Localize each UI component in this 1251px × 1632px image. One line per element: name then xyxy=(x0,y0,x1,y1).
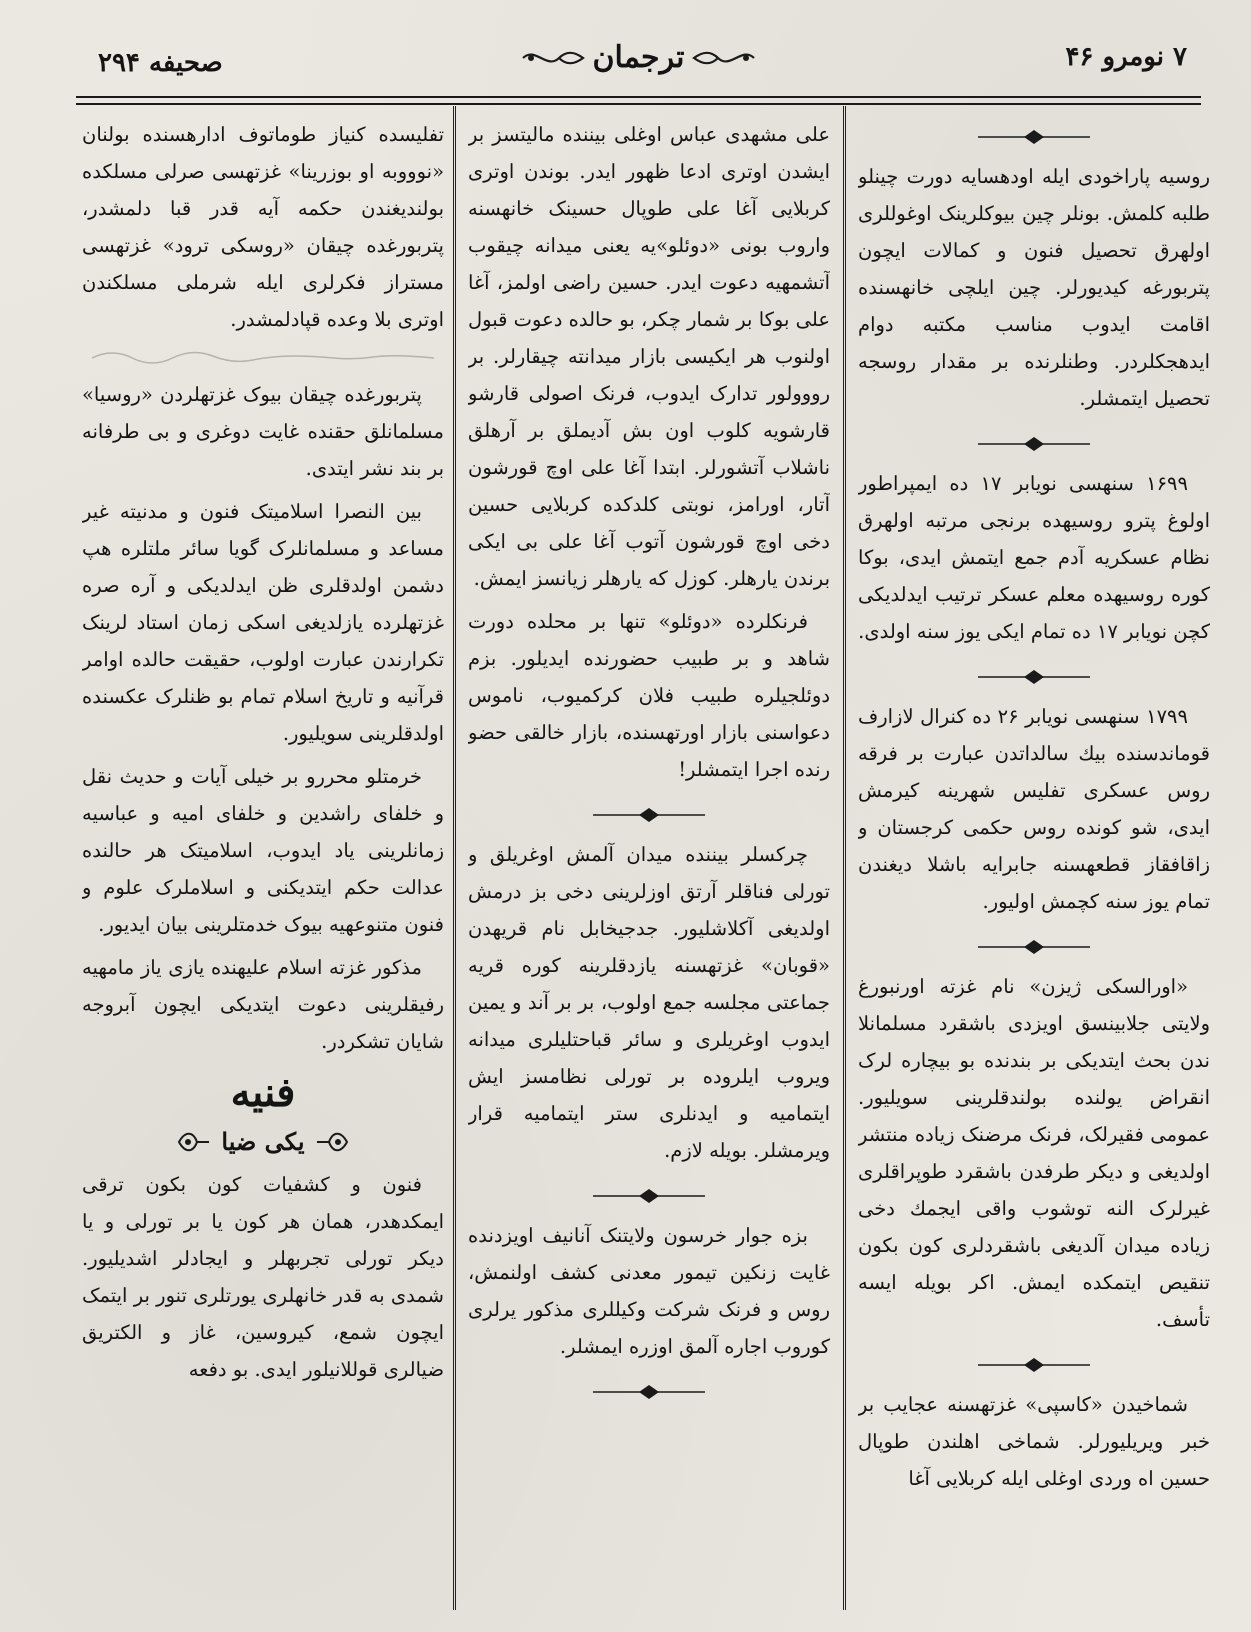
divider-ornament-icon xyxy=(858,423,1210,465)
paragraph: «اورالسکی ژیزن» نام غزته اورنبورغ ولایتی جلابینسق اویزدی باشقرد مسلمانلا ندن بحث ایتدیکی بر بندنده بو بیچاره لرک انقراض یولنده بولندقلرینی سویلیور. عمومی فقیرلک، فرنک مرضنک زیاده منتشر اولدیغی و دیکر طرفدن باشقرد طوپراقلری غیرلرک النه توشوب واقی ایجمك دخی زیاده میدان آلدیغی باشقردلری کون بکون تنقیص ایتمکده ایمش. اکر بویله ایسه تأسف. xyxy=(858,975,1210,1331)
column-left xyxy=(82,116,444,1604)
column-rule xyxy=(843,106,846,1610)
flourish-left-icon xyxy=(521,44,585,72)
paragraph: ۱۶۹۹ سنهسی نویابر ۱۷ ده ایمپراطور اولوغ پترو روسیهده برنجی مرتبه اولهرق نظام عسکریه آدم جمع ایتمش ایدی، بوکا کوره روسیهده معلم عسکر ترتیب ایدلدیکی کچن نویابر ۱۷ ده تمام ایکی یوز سنه اولدی. xyxy=(858,472,1210,643)
column-rule xyxy=(453,106,456,1610)
paragraph: بزه جوار خرسون ولایتنک آنانیف اویزدنده غایت زنکین تیمور معدنی کشف اولنمش، روس و فرنک شرکت وکیللری مذکور یرلری کوروب اجاره آلمق اوزره ایمشلر. xyxy=(468,1224,830,1358)
masthead-title: ترجمان xyxy=(592,40,685,75)
paragraph: فرنکلرده «دوئلو» تنها بر محلده دورت شاهد و بر طبیب حضورنده ایدیلور. بزم دوئلجیلره طبیب فلان کرکمیوب، ناموس دعواسنی بازار اورتهسنده، بازار خالقی حضو رنده اجرا ایتمشلر! xyxy=(468,610,830,781)
paragraph: مذکور غزته اسلام علیهنده یازی یاز مامهیه رفیقلرینی دعوت ایتدیکی ایچون آبروجه شایان تشکردر. xyxy=(82,956,444,1053)
page-number: صحیفه ۲۹۴ xyxy=(98,48,223,78)
subheading xyxy=(82,1122,444,1162)
paragraph: ۱۷۹۹ سنهسی نویابر ۲۶ ده کنرال لازارف قوماندسنده بیك سالداتدن عبارت بر فرقه روس عسکری تفلیس شهرینه کیرمش ایدی، شو کونده روس حکمی کرجستان و زاقافقاز قطعهسنه جابرایه باشلا دیغندن تمام یوز سنه کچمش اولیور. xyxy=(858,705,1210,913)
paragraph: علی مشهدی عباس اوغلی بیننده مالیتسز بر ایشدن اوتری ادعا ظهور ایدر. بوندن اوتری کربلایی آغا علی طوپال حسینک خانهسنه واروب بونی «دوئلو»یه یعنی میدانه چیقوب آتشمهیه دعوت ایدر. حسین راضی اولمز، آغا علی بوکا بر شمار چکر، بو حالده دعوت قبول اولنوب هر ایکیسی بازار میدانته چیقارلر. بر رووولور تدارک ایدوب، فرنک اصولی قارشو قارشویه کلوب اون بش آدیملق بر آرهلق ناشلاب آتشورلر. ابتدا آغا علی اوچ قورشون آتار، اورامز، نوبتی کلدکده کربلایی حسین دخی اوچ قورشون آتوب آغا علی بی ایکی برندن یارهلر. کوزل که یارهلر زیانسز ایمش. xyxy=(468,123,830,590)
header-rule xyxy=(76,96,1201,105)
column-middle xyxy=(468,116,830,1604)
masthead xyxy=(521,40,757,75)
ornament-icon xyxy=(315,1129,349,1155)
paragraph: پتربورغده چیقان بیوک غزتهلردن «روسیا» مسلمانلق حقنده غایت دوغری و بی طرفانه بر بند نشر ایتدی. xyxy=(82,383,444,480)
divider-ornament-icon xyxy=(468,1175,830,1217)
paragraph: خرمتلو محررو بر خیلی آیات و حدیث نقل و خلفای راشدین و خلفای امیه و عباسیه زمانلرینی یاد ایدوب، اسلامیتک هر حالنده عدالت حکم ایتدیکنی و اسلاملرک علوم و فنون متنوعهیه بیوک خدمتلرینی بیان ایدیور. xyxy=(82,765,444,936)
divider-ornament-icon xyxy=(468,794,830,836)
faded-print-mark xyxy=(92,344,434,372)
divider-ornament-icon xyxy=(858,116,1210,158)
paragraph: چرکسلر بیننده میدان آلمش اوغریلق و تورلی فناقلر آرتق اوزلرینی دخی بز درمش اولدیغی آکلاشلیور. جدجیخابل نام قریهدن «قوبان» غزتهسنه یازدقلرینه کوره قریه جماعتی مجلسه جمع اولوب، بر بر آند و یمین ایدوب اوغریلری و سائر قباحتلیلری میدانه ویروب ایلروده بر تورلی نظامسز ایش ایتمامیه و ایدنلری ستر ایتمامیه قرار ویرمشلر. بویله لازم. xyxy=(468,843,830,1162)
paragraph: فنون و کشفیات کون بکون ترقی ایمکدهدر، همان هر کون یا بر تورلی و یا دیکر تورلی تجربهلر و ایجادلر اشدیلیور. شمدی به قدر خانهلری یورتلری تنور بر ایتمک ایچون شمع، کیروسین، غاز و الکتریق ضیالری قوللانیلور ایدی. بو دفعه xyxy=(82,1173,444,1381)
issue-number: ۷ نومرو ۴۶ xyxy=(1065,42,1187,72)
paragraph: شماخیدن «کاسپی» غزتهسنه عجایب بر خبر ویریلیورلر. شماخی اهلندن طوپال حسین اه وردی اوغلی ایله کربلایی آغا xyxy=(858,1393,1210,1490)
divider-ornament-icon xyxy=(858,656,1210,698)
paragraph: بین النصرا اسلامیتک فنون و مدنیته غیر مساعد و مسلمانلرک گویا سائر ملتلره هپ دشمن اولدقلری ظن ایدلدیکی و آره صره غزتهلرده یازلدیغی اسکی زمان استاد لرینک تکرارندن عبارت اولوب، حقیقت حالده اوامر قرآنیه و تاریخ اسلام تمام بو ظنلرک عکسنده اولدقلرینی سویلیور. xyxy=(82,500,444,745)
divider-ornament-icon xyxy=(468,1371,830,1413)
ornament-icon xyxy=(177,1129,211,1155)
section-heading: فنیه xyxy=(230,1069,296,1116)
page-header xyxy=(78,38,1199,96)
subheading-text: یکی ضیا xyxy=(221,1127,305,1156)
column-right xyxy=(858,116,1210,1604)
divider-ornament-icon xyxy=(858,1344,1210,1386)
divider-ornament-icon xyxy=(858,926,1210,968)
flourish-right-icon xyxy=(692,44,756,72)
paragraph: تفلیسده کنیاز طوماتوف ادارهسنده بولنان «نوووبه او بوزرینا» غزتهسی صرلی مسلکده بولندیغندن حکمه آیه قدر قبا دلمشدر، پتربورغده چیقان «روسکی ترود» غزتهسی مستراز فکرلری ایله شرملی مسلکندن اوتری بلا وعده قپادلمشدر. xyxy=(82,123,444,331)
paragraph: روسیه پاراخودی ایله اودهسایه دورت چینلو طلبه کلمش. بونلر چین بیوکلرینک اوغوللری اولهرق تحصیل فنون و کمالات ایچون پتربورغه کیدیورلر. چین ایلچی خانهسنده اقامت ایدوب مناسب مکتبه دوام ایدهجکلردر. وطنلرنده بر مقدار روسجه تحصیل ایتمشلر. xyxy=(858,165,1210,410)
